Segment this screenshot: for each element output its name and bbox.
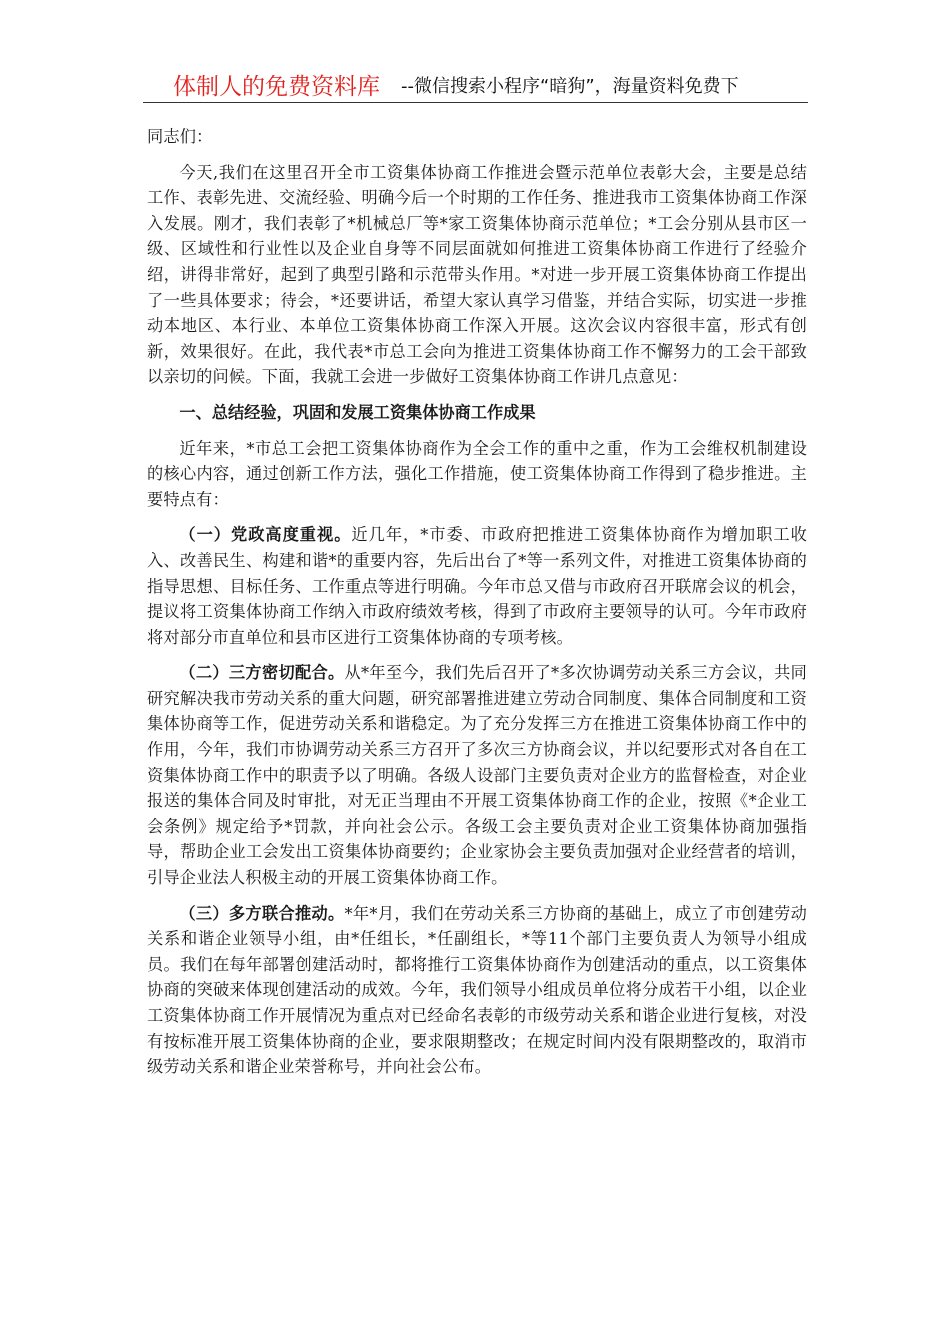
item-1-paragraph bbox=[147, 522, 807, 650]
intro-paragraph: 今天,我们在这里召开全市工资集体协商工作推进会暨示范单位表彰大会，主要是总结工作、表彰先进、交流经验、明确今后一个时期的工作任务、推进我市工资集体协商工作深入发展。刚才，我们表彰了*机械总厂等*家工资集体协商示范单位；*工会分别从县市区一级、区域性和行业性以及企业自身等不同层面就如何推进工资集体协商工作进行了经验介绍，讲得非常好，起到了典型引路和示范带头作用。*对进一步开展工资集体协商工作提出了一些具体要求；待会，*还要讲话，希望大家认真学习借鉴，并结合实际，切实进一步推动本地区、本行业、本单位工资集体协商工作深入开展。这次会议内容很丰富，形式有创新，效果很好。在此，我代表*市总工会向为推进工资集体协商工作不懈努力的工会干部致以亲切的问候。下面，我就工会进一步做好工资集体协商工作讲几点意见： bbox=[147, 162, 807, 387]
item-3-paragraph bbox=[147, 901, 807, 1080]
item-3-body: *年*月，我们在劳动关系三方协商的基础上，成立了市创建劳动关系和谐企业领导小组，由*任组长，*任副组长，*等11个部门主要负责人为领导小组成员。我们在每年部署创建活动时，都将推行工资集体协商作为创建活动的重点，以工资集体协商的突破来体现创建活动的成效。今年，我们领导小组成员单位将分成若干小组，以企业工资集体协商工作开展情况为重点对已经命名表彰的市级劳动关系和谐企业进行复核，对没有按标准开展工资集体协商的企业，要求限期整改；在规定时间内没有限期整改的，取消市级劳动关系和谐企业荣誉称号，并向社会公布。 bbox=[147, 903, 807, 1077]
header-brand: 体制人的免费资料库 bbox=[173, 74, 380, 100]
item-2-body: 从*年至今，我们先后召开了*多次协调劳动关系三方会议，共同研究解决我市劳动关系的重大问题，研究部署推进建立劳动合同制度、集体合同制度和工资集体协商等工作，促进劳动关系和谐稳定。为了充分发挥三方在推进工资集体协商工作中的作用，今年，我们市协调劳动关系三方召开了多次三方协商会议，并以纪要形式对各自在工资集体协商工作中的职责予以了明确。各级人设部门主要负责对企业方的监督检查，对企业报送的集体合同及时审批，对无正当理由不开展工资集体协商工作的企业，按照《*企业工会条例》规定给予*罚款，并向社会公示。各级工会主要负责对企业工资集体协商加强指导，帮助企业工会发出工资集体协商要约；企业家协会主要负责加强对企业经营者的培训，引导企业法人积极主动的开展工资集体协商工作。 bbox=[147, 663, 807, 888]
page-header bbox=[143, 68, 808, 103]
item-1-title: （一）党政高度重视。 bbox=[179, 525, 352, 545]
item-3-title: （三）多方联合推动。 bbox=[179, 903, 345, 923]
document-body bbox=[147, 124, 807, 1080]
item-2-title: （二）三方密切配合。 bbox=[179, 663, 345, 683]
item-2-paragraph bbox=[147, 660, 807, 890]
item-1-body: 近几年，*市委、市政府把推进工资集体协商作为增加职工收入、改善民生、构建和谐*的重要内容，先后出台了*等一系列文件，对推进工资集体协商的指导思想、目标任务、工作重点等进行明确。今年市总又借与市政府召开联席会议的机会，提议将工资集体协商工作纳入市政府绩效考核，得到了市政府主要领导的认可。今年市政府将对部分市直单位和县市区进行工资集体协商的专项考核。 bbox=[147, 525, 807, 647]
header-slogan: --微信搜索小程序“暗狗”，海量资料免费下 bbox=[401, 76, 739, 97]
section-1-intro: 近年来，*市总工会把工资集体协商作为全会工作的重中之重，作为工会维权机制建设的核心内容，通过创新工作方法，强化工作措施，使工资集体协商工作得到了稳步推进。主要特点有： bbox=[147, 438, 807, 509]
section-1-heading: 一、总结经验，巩固和发展工资集体协商工作成果 bbox=[179, 402, 536, 422]
salutation: 同志们： bbox=[147, 127, 213, 146]
